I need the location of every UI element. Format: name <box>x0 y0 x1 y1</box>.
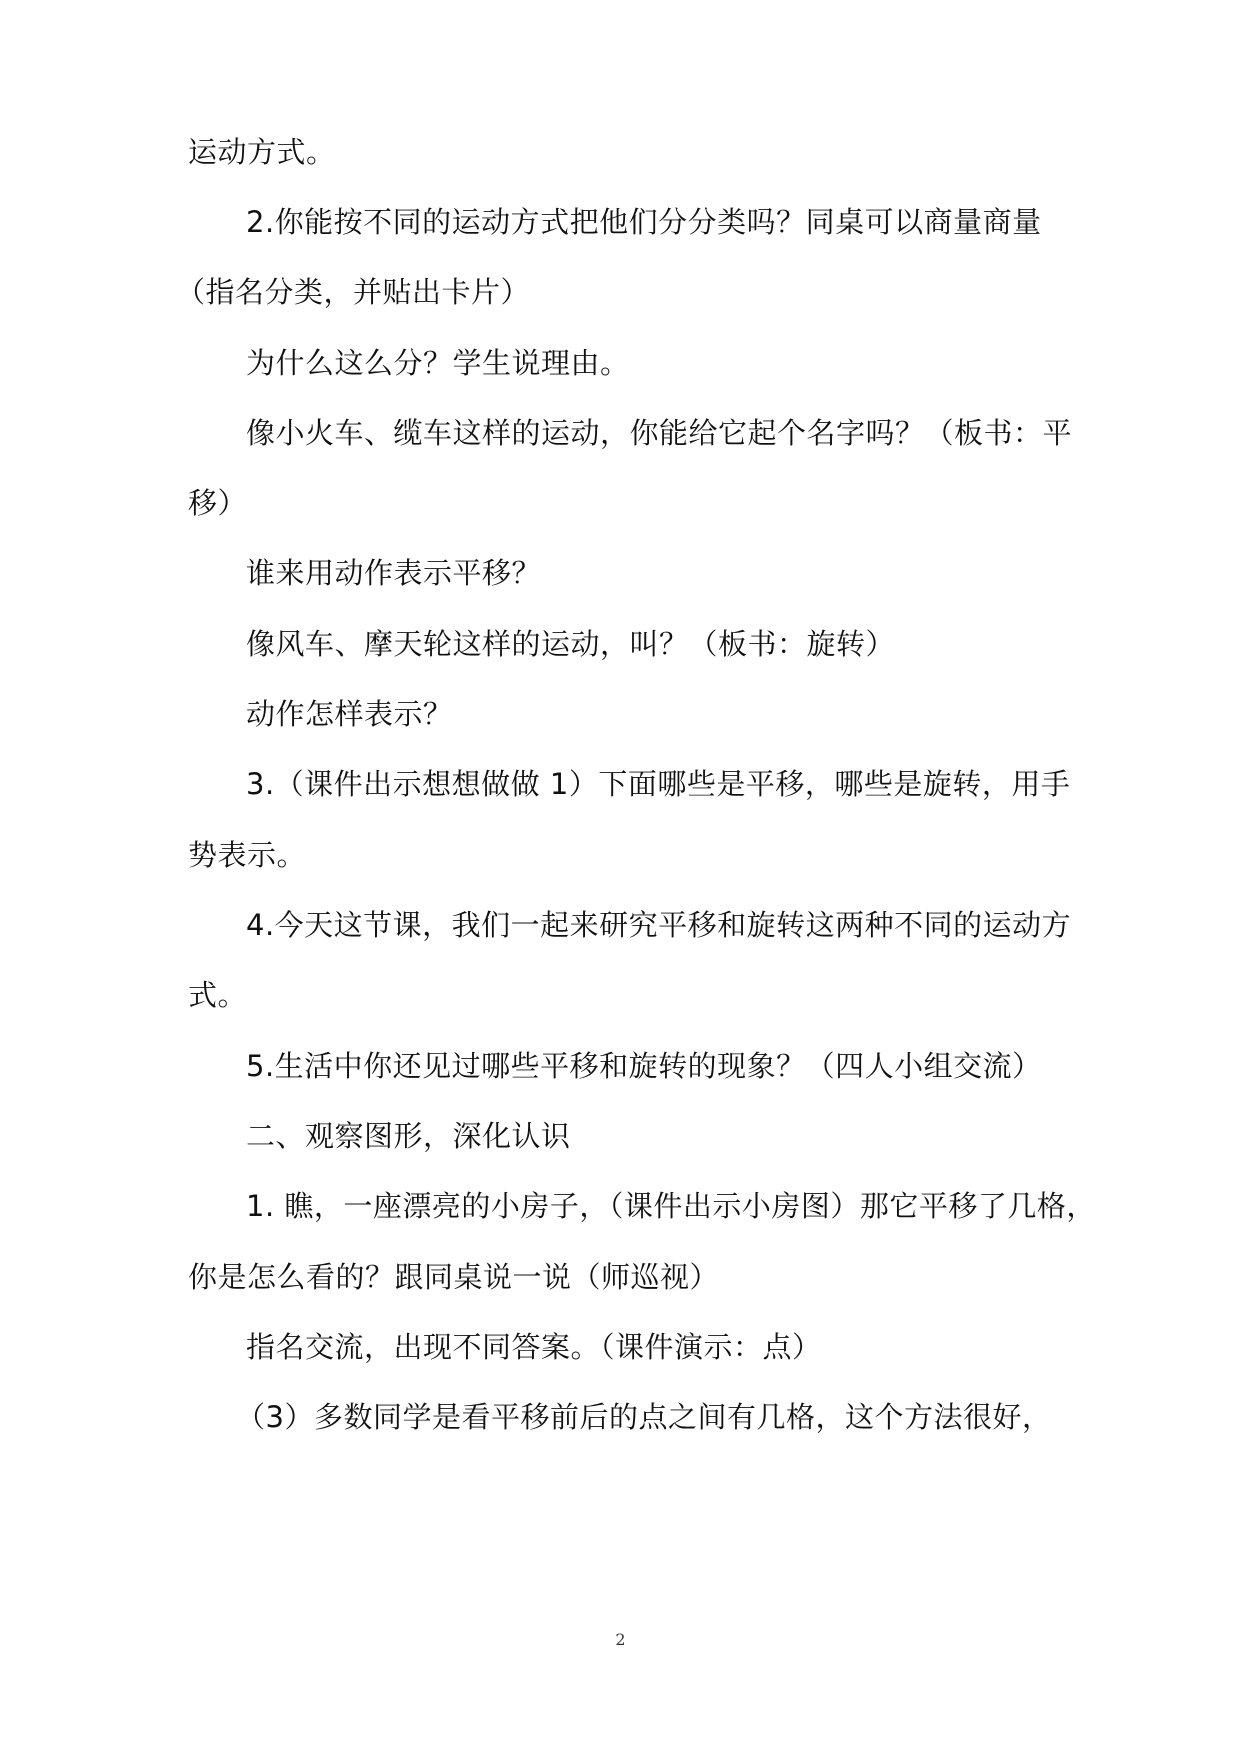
text-line: 为什么这么分？学生说理由。 <box>246 346 630 380</box>
text-line: 谁来用动作表示平移？ <box>246 556 542 590</box>
text-line: 你是怎么看的？跟同桌说一说（师巡视） <box>188 1260 720 1294</box>
text-line: 1. 瞧，一座漂亮的小房子，（课件出示小房图）那它平移了几格， <box>246 1189 1096 1223</box>
text-line: 势表示。 <box>188 838 307 872</box>
text-line: 运动方式。 <box>188 135 336 169</box>
text-line: 指名交流，出现不同答案。（课件演示：点） <box>246 1330 822 1364</box>
text-line: 像风车、摩天轮这样的运动，叫？（板书：旋转） <box>246 627 896 661</box>
text-line: 2.你能按不同的运动方式把他们分分类吗？同桌可以商量商量 <box>246 205 1042 239</box>
text-line: 3.（课件出示想想做做 1）下面哪些是平移，哪些是旋转，用手 <box>246 767 1071 801</box>
text-line: 式。 <box>188 978 248 1012</box>
text-line: 动作怎样表示？ <box>246 697 453 731</box>
section-heading: 二、观察图形，深化认识 <box>246 1119 571 1153</box>
text-line: 4.今天这节课，我们一起来研究平移和旋转这两种不同的运动方 <box>246 908 1072 942</box>
text-line: 像小火车、缆车这样的运动，你能给它起个名字吗？（板书：平 <box>246 416 1073 450</box>
text-line: 移） <box>188 486 248 520</box>
text-line: （3）多数同学是看平移前后的点之间有几格，这个方法很好， <box>236 1400 1052 1434</box>
text-line: （指名分类，并贴出卡片） <box>176 275 531 309</box>
page-number: 2 <box>615 1630 626 1649</box>
text-line: 5.生活中你还见过哪些平移和旋转的现象？（四人小组交流） <box>246 1049 1042 1083</box>
